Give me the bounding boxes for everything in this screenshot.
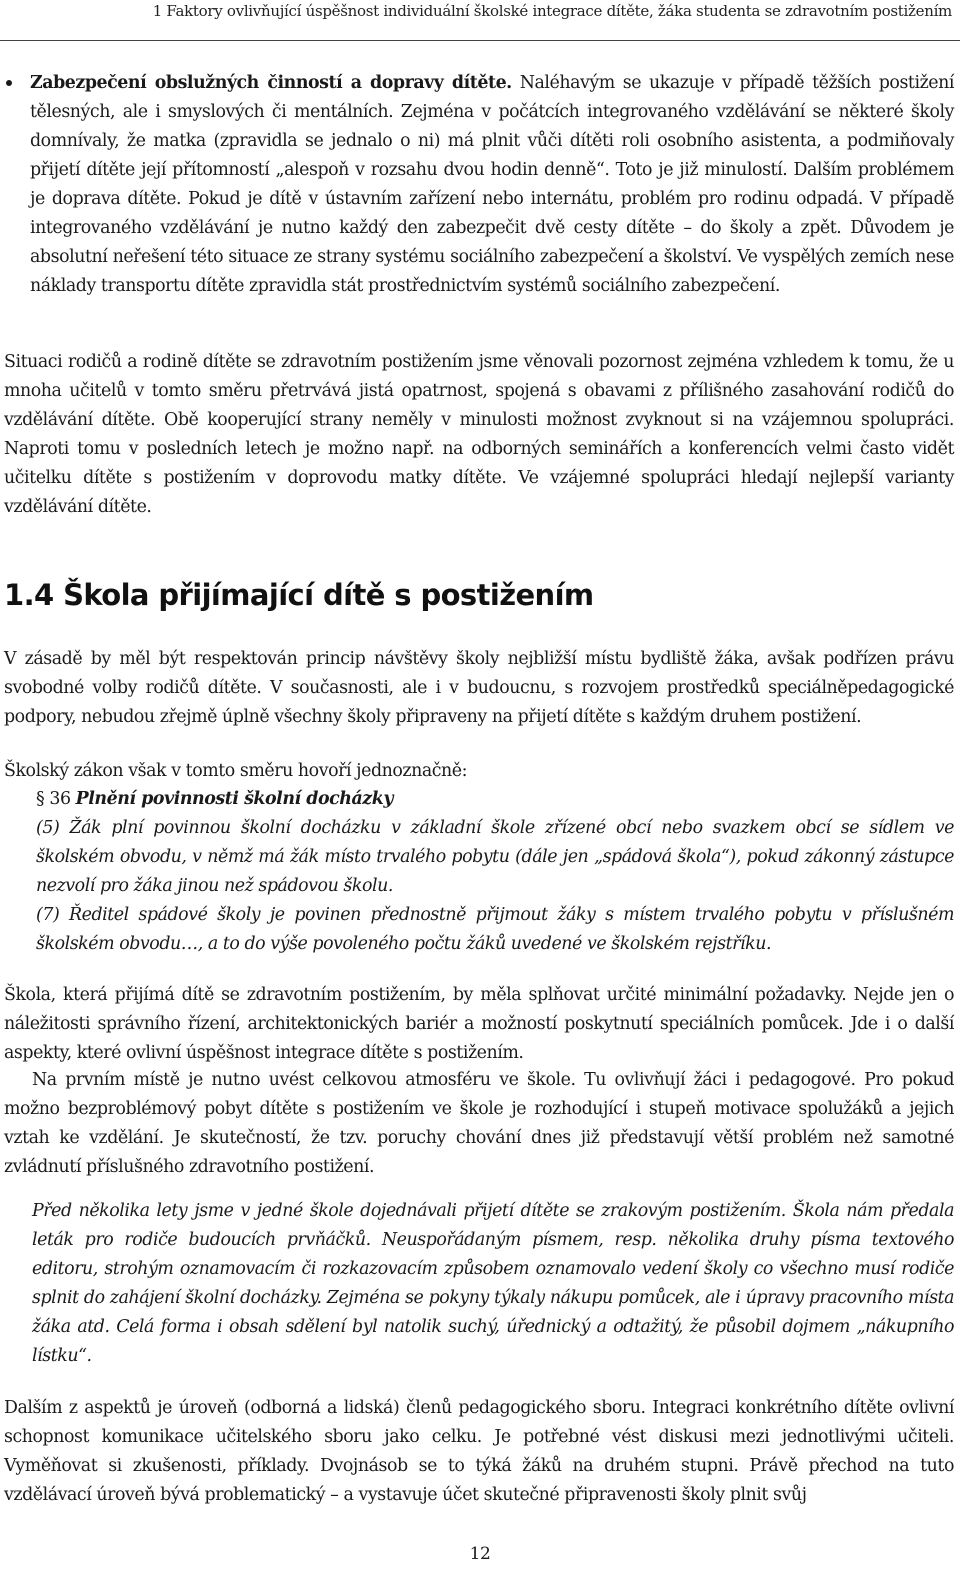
bullet-text: Naléhavým se ukazuje v případě těžších postižení tělesných, ale i smyslových či mentálních. Zejména v počátcích integrovaného vzdělávání se některé školy domnívaly, že matka (zpravidla se jednalo o ni) má plnit vůči dítěti roli osobního asistenta, a podmiňovaly přijetí dítěte její přítomností „alespoň v rozsahu dvou hodin denně“. Toto je již minulostí. Dalším problémem je doprava dítěte. Pokud je dítě v ústavním zařízení nebo internátu, problém pro rodinu odpadá. V případě integrovaného vzdělávání je nutno každý den zabezpečit dvě cesty dítěte – do školy a zpět. Důvodem je absolutní neřešení této situace ze strany systému sociálního zabezpečení a školství. Ve vyspělých zemích nese náklady transportu dítěte zpravidla stát prostřednictvím systémů sociálního zabezpečení. <box>30 73 954 296</box>
law-clause-7: (7) Ředitel spádové školy je povinen přednostně přijmout žáky s místem trvalého pobytu v příslušném školském obvodu…, a to do výše povoleného počtu žáků uvedené ve školském rejstříku. <box>36 905 954 954</box>
page-number: 12 <box>469 1544 491 1564</box>
bullet-paragraph <box>30 69 954 301</box>
paragraph-text: Situaci rodičů a rodině dítěte se zdravotním postižením jsme věnovali pozornost zejména vzhledem k tomu, že u mnoha učitelů v tomto směru přetrvává jistá opatrnost, spojená s obavami z přílišného zasahování rodičů do vzdělávání dítěte. Obě kooperující strany neměly v minulosti možnost zvyknout si na vzájemnou spolupráci. Naproti tomu v posledních letech je možno např. na odborných seminářích a konferencích velmi často vidět učitelku dítěte s postižením v doprovodu matky dítěte. Ve vzájemné spolupráci hledají nejlepší varianty vzdělávání dítěte. <box>4 352 954 517</box>
law-section-number: § 36 <box>36 789 76 809</box>
running-header: 1 Faktory ovlivňující úspěšnost individuální školské integrace dítěte, žáka studenta se zdravotním postižením <box>152 2 952 20</box>
case-study-quote <box>32 1197 954 1371</box>
paragraph-prvnim <box>4 1066 954 1182</box>
paragraph-text: Na prvním místě je nutno uvést celkovou atmosféru ve škole. Tu ovlivňují žáci i pedagogové. Pro pokud možno bezproblémový pobyt dítěte s postižením ve škole je rozhodující i stupeň motivace spolužáků a jejich vztah ke vzdělání. Je skutečností, že tzv. poruchy chování dnes již představují větší problém než samotné zvládnutí příslušného zdravotního postižení. <box>4 1070 954 1177</box>
paragraph-skola <box>4 981 954 1068</box>
law-quotation <box>36 785 954 959</box>
paragraph-zakon-intro <box>4 757 954 786</box>
paragraph-text: Školský zákon však v tomto směru hovoří jednoznačně: <box>4 761 468 781</box>
paragraph-text: Škola, která přijímá dítě se zdravotním postižením, by měla splňovat určité minimální požadavky. Nejde jen o náležitosti správního řízení, architektonických bariér a možností poskytnutí speciálních pomůcek. Jde i o další aspekty, které ovlivní úspěšnost integrace dítěte s postižením. <box>4 985 954 1063</box>
law-title-line <box>36 785 954 814</box>
paragraph-zasada <box>4 645 954 732</box>
law-section-title: Plnění povinnosti školní docházky <box>75 789 393 809</box>
bullet-item-transport <box>30 69 954 301</box>
paragraph-situace <box>4 348 954 522</box>
law-clause-5: (5) Žák plní povinnou školní docházku v základní škole zřízené obcí nebo svazkem obcí se sídlem ve školském obvodu, v němž má žák místo trvalého pobytu (dále jen „spádová škola“), pokud zákonný zástupce nezvolí pro žáka jinou než spádovou školu. <box>36 818 954 896</box>
quote-text: Před několika lety jsme v jedné škole dojednávali přijetí dítěte se zrakovým postižením. Škola nám předala leták pro rodiče budoucích prvňáčků. Neuspořádaným písmem, resp. několika druhy písma textového editoru, strohým oznamovacím či rozkazovacím způsobem oznamovalo vedení školy co všechno musí rodiče splnit do zahájení školní docházky. Zejména se pokyny týkaly nákupu pomůcek, ale i úpravy pracovního místa žáka atd. Celá forma i obsah sdělení byl natolik suchý, úřednický a odtažitý, že působil dojmem „nákupního lístku“. <box>32 1201 954 1366</box>
header-rule <box>0 40 960 41</box>
paragraph-text: Dalším z aspektů je úroveň (odborná a lidská) členů pedagogického sboru. Integraci konkrétního dítěte ovlivní schopnost komunikace učitelského sboru jako celku. Je potřebné vést diskusi mezi jednotlivými učiteli. Vyměňovat si zkušenosti, příklady. Dvojnásob se to týká žáků na druhém stupni. Právě přechod na tuto vzdělávací úroveň bývá problematický – a vystavuje účet skutečné připravenosti školy plnit svůj <box>4 1398 954 1505</box>
paragraph-dalsim <box>4 1394 954 1510</box>
paragraph-text: V zásadě by měl být respektován princip návštěvy školy nejbližší místu bydliště žáka, avšak podřízen právu svobodné volby rodičů dítěte. V současnosti, ale i v budoucnu, s rozvojem prostředků speciálněpedagogické podpory, nebudou zřejmě úplně všechny školy připraveny na přijetí dítěte s každým druhem postižení. <box>4 649 954 727</box>
bullet-icon <box>6 80 12 86</box>
bullet-lead: Zabezpečení obslužných činností a dopravy dítěte. <box>30 73 512 93</box>
section-heading: 1.4 Škola přijímající dítě s postižením <box>4 578 594 612</box>
